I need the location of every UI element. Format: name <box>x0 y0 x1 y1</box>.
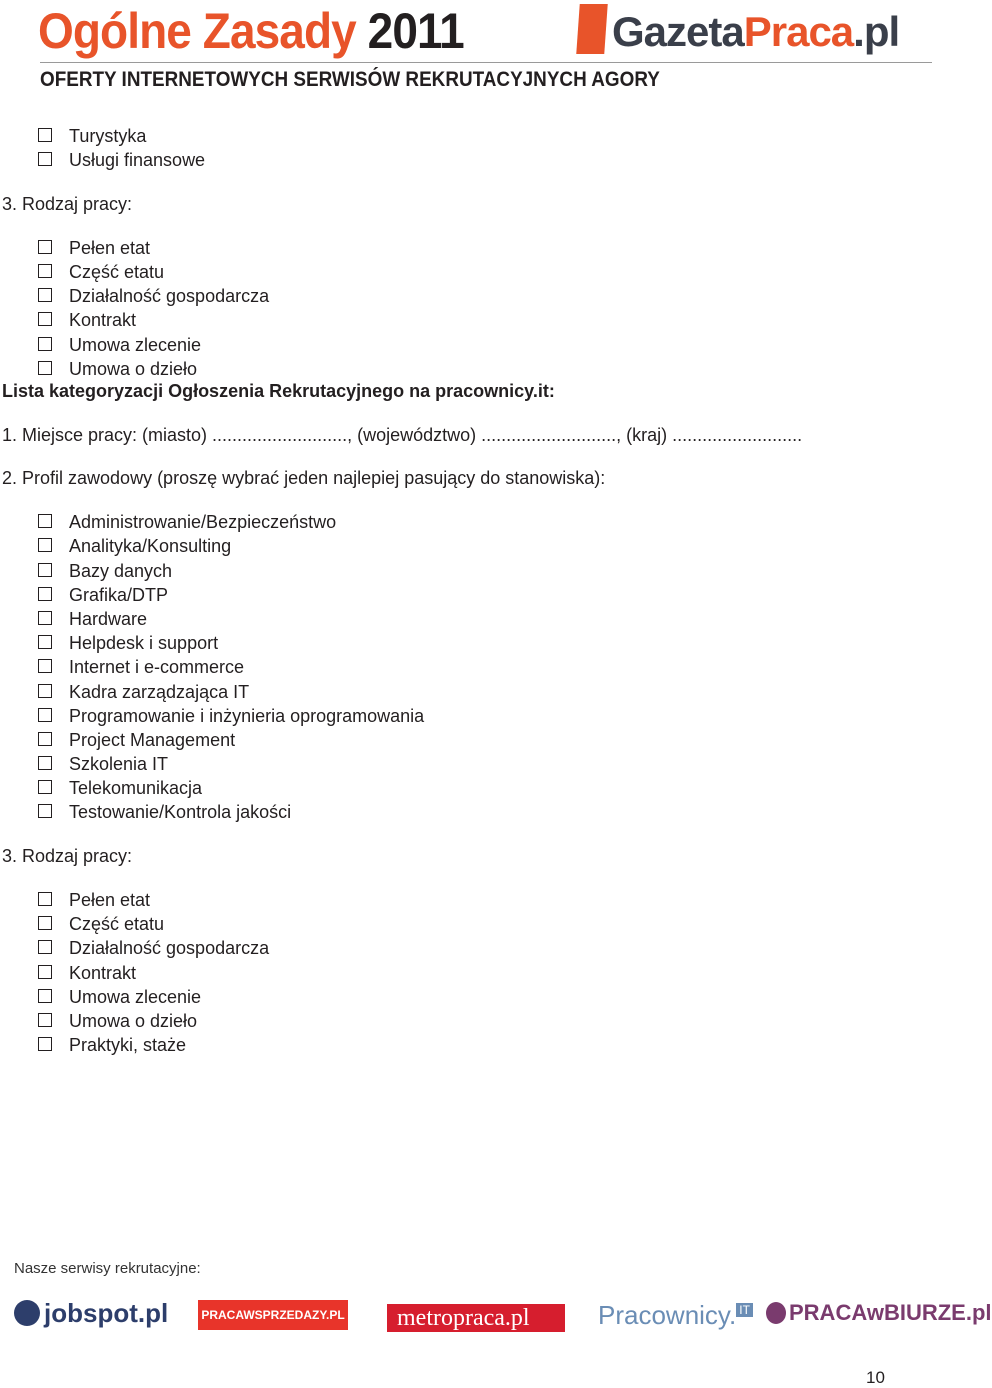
checkbox-label: Helpdesk i support <box>69 633 219 654</box>
checkbox-label: Hardware <box>69 608 148 629</box>
title-year: 2011 <box>367 3 464 59</box>
checkbox-option[interactable] <box>0 357 960 381</box>
brand-suffix: .pl <box>853 8 900 55</box>
checkbox-label: Część etatu <box>69 261 165 282</box>
partner-logos <box>0 1290 992 1340</box>
metropraca-logo[interactable]: metropraca.pl <box>387 1304 565 1332</box>
checkbox-label: Praktyki, staże <box>69 1035 187 1056</box>
checkbox-icon[interactable] <box>38 804 52 818</box>
checkbox-label: Turystyka <box>69 126 147 146</box>
checkbox-option[interactable] <box>0 284 960 308</box>
checkbox-icon[interactable] <box>38 361 52 375</box>
checkbox-option[interactable] <box>0 1009 960 1033</box>
brand-text <box>612 8 899 56</box>
checkbox-icon[interactable] <box>38 892 52 906</box>
checkbox-label: Kontrakt <box>69 310 137 331</box>
industry-list <box>0 124 960 172</box>
checkbox-label: Internet i e-commerce <box>69 657 245 678</box>
checkbox-label: Project Management <box>69 729 236 750</box>
checkbox-label: Bazy danych <box>69 560 173 581</box>
document-body <box>0 124 960 1057</box>
gazetapraca-logo <box>578 2 938 54</box>
checkbox-option[interactable] <box>0 680 960 704</box>
checkbox-icon[interactable] <box>38 152 52 166</box>
checkbox-label: Telekomunikacja <box>69 778 203 799</box>
checkbox-icon[interactable] <box>38 989 52 1003</box>
checkbox-option[interactable] <box>0 800 960 824</box>
checkbox-option[interactable] <box>0 607 960 631</box>
checkbox-icon[interactable] <box>38 611 52 625</box>
checkbox-option[interactable] <box>0 333 960 357</box>
checkbox-icon[interactable] <box>38 128 52 142</box>
job-type-list-2 <box>0 888 960 1057</box>
pracownicy-logo[interactable]: Pracownicy. $^{IT}$ <box>598 1300 753 1340</box>
checkbox-option[interactable] <box>0 534 960 558</box>
checkbox-option[interactable] <box>0 704 960 728</box>
pracawbiurze-logo[interactable]: PRACAwBIURZE.pl <box>766 1300 992 1340</box>
checkbox-icon[interactable] <box>38 635 52 649</box>
checkbox-label: Pełen etat <box>69 237 151 258</box>
checkbox-option[interactable] <box>0 559 960 583</box>
checkbox-icon[interactable] <box>38 337 52 351</box>
checkbox-icon[interactable] <box>38 965 52 979</box>
brand-accent: Praca <box>743 8 854 55</box>
jobspot-logo[interactable]: jobspot.pl <box>14 1298 168 1338</box>
checkbox-option[interactable] <box>0 1033 960 1057</box>
checkbox-option[interactable] <box>0 308 960 332</box>
checkbox-option[interactable] <box>0 936 960 960</box>
checkbox-option[interactable] <box>0 124 960 148</box>
section-title-job-type-2: 3. Rodzaj pracy: <box>2 846 133 867</box>
profile-title: 2. Profil zawodowy (proszę wybrać jeden najlepiej pasujący do stanowiska): <box>2 468 606 489</box>
checkbox-option[interactable] <box>0 510 960 534</box>
checkbox-label: Analityka/Konsulting <box>69 536 232 557</box>
page-header <box>0 0 960 100</box>
footer-label: Nasze serwisy rekrutacyjne: <box>14 1260 201 1277</box>
checkbox-icon[interactable] <box>38 916 52 930</box>
checkbox-icon[interactable] <box>38 312 52 326</box>
checkbox-label: Testowanie/Kontrola jakości <box>69 802 292 823</box>
checkbox-icon[interactable] <box>38 587 52 601</box>
location-line: 1. Miejsce pracy: (miasto) ..........................., (województwo) ..........................., (kraj) .......................... <box>2 424 803 445</box>
checkbox-label: Programowanie i inżynieria oprogramowania <box>69 705 425 726</box>
title-text: Ogólne Zasady <box>38 3 356 59</box>
pracawbiurze-icon <box>766 1302 786 1324</box>
checkbox-icon[interactable] <box>38 264 52 278</box>
document-title <box>38 2 464 60</box>
checkbox-icon[interactable] <box>38 684 52 698</box>
checkbox-label: Kontrakt <box>69 962 137 983</box>
checkbox-label: Usługi finansowe <box>69 150 206 171</box>
checkbox-option[interactable] <box>0 985 960 1009</box>
checkbox-icon[interactable] <box>38 708 52 722</box>
checkbox-option[interactable] <box>0 752 960 776</box>
page-number: 10 <box>866 1368 885 1387</box>
header-divider <box>40 62 932 63</box>
checkbox-icon[interactable] <box>38 288 52 302</box>
checkbox-icon[interactable] <box>38 563 52 577</box>
checkbox-option[interactable] <box>0 888 960 912</box>
checkbox-label: Grafika/DTP <box>69 584 169 605</box>
checkbox-option[interactable] <box>0 148 960 172</box>
checkbox-icon[interactable] <box>38 1037 52 1051</box>
pracawsprzedazy-logo[interactable]: PRACAWSPRZEDAZY.PL <box>198 1300 348 1330</box>
checkbox-option[interactable] <box>0 236 960 260</box>
checkbox-label: Działalność gospodarcza <box>69 938 270 959</box>
checkbox-label: Umowa o dzieło <box>69 1010 198 1031</box>
checkbox-icon[interactable] <box>38 240 52 254</box>
checkbox-label: Część etatu <box>69 914 165 935</box>
pracownicy-heading: Lista kategoryzacji Ogłoszenia Rekrutacyjnego na pracownicy.it: <box>2 380 555 401</box>
checkbox-option[interactable] <box>0 260 960 284</box>
checkbox-label: Działalność gospodarcza <box>69 286 270 307</box>
profile-list <box>0 510 960 824</box>
checkbox-icon[interactable] <box>38 514 52 528</box>
document-subtitle: OFERTY INTERNETOWYCH SERWISÓW REKRUTACYJNYCH AGORY <box>40 68 660 91</box>
checkbox-option[interactable] <box>0 583 960 607</box>
checkbox-option[interactable] <box>0 631 960 655</box>
checkbox-label: Pełen etat <box>69 890 151 911</box>
checkbox-option[interactable] <box>0 912 960 936</box>
checkbox-icon[interactable] <box>38 756 52 770</box>
brand-prefix: Gazeta <box>612 8 744 55</box>
checkbox-option[interactable] <box>0 728 960 752</box>
checkbox-option[interactable] <box>0 655 960 679</box>
checkbox-label: Umowa zlecenie <box>69 986 202 1007</box>
checkbox-icon[interactable] <box>38 659 52 673</box>
section-title-job-type-1: 3. Rodzaj pracy: <box>2 193 133 214</box>
checkbox-icon[interactable] <box>38 732 52 746</box>
checkbox-icon[interactable] <box>38 940 52 954</box>
checkbox-icon[interactable] <box>38 538 52 552</box>
checkbox-icon[interactable] <box>38 780 52 794</box>
checkbox-option[interactable] <box>0 776 960 800</box>
checkbox-label: Umowa o dzieło <box>69 358 198 379</box>
checkbox-label: Administrowanie/Bezpieczeństwo <box>69 512 337 533</box>
jobspot-icon <box>14 1300 40 1326</box>
checkbox-label: Kadra zarządzająca IT <box>69 681 250 702</box>
job-type-list-1 <box>0 236 960 381</box>
checkbox-icon[interactable] <box>38 1013 52 1027</box>
checkbox-label: Umowa zlecenie <box>69 334 202 355</box>
checkbox-option[interactable] <box>0 961 960 985</box>
checkbox-label: Szkolenia IT <box>69 754 169 775</box>
brand-mark-icon <box>576 4 607 54</box>
